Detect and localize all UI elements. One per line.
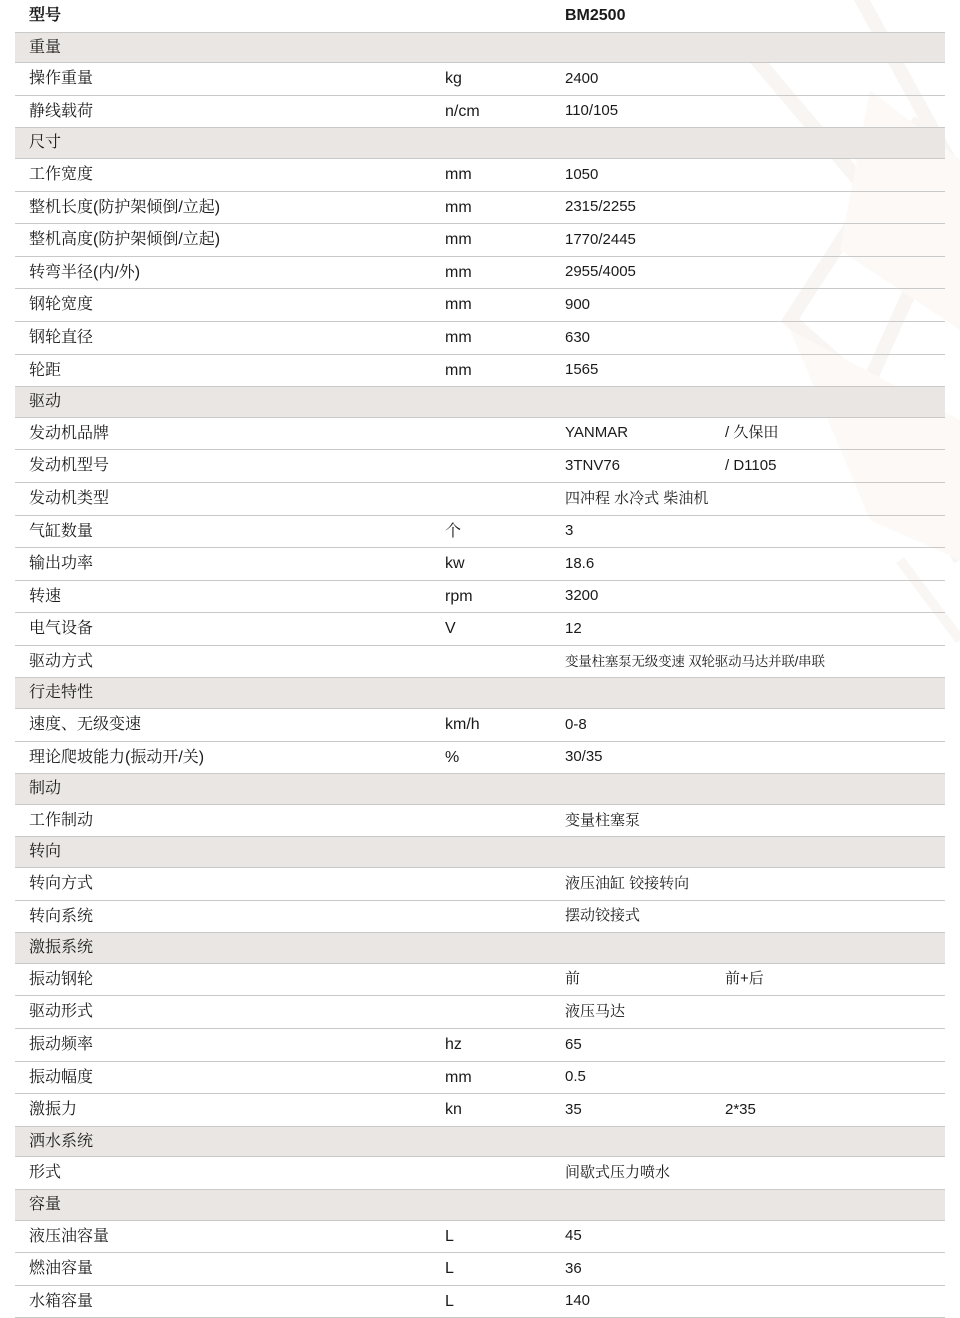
row-label: 气缸数量 [28,522,93,540]
row-value: 3 [564,522,574,540]
row-label: 水箱容量 [28,1292,93,1310]
row-unit: mm [444,296,472,314]
row-value: 3200 [564,587,599,605]
row-value: 18.6 [564,554,595,572]
row-label: 振动钢轮 [28,970,93,988]
row-label: 转速 [28,587,61,605]
row-value: 0-8 [564,715,587,733]
table-row [15,996,945,1029]
section-title: 容量 [15,1189,945,1220]
table-row [15,963,945,996]
row-label: 输出功率 [28,555,93,573]
table-row [15,321,945,354]
table-row [15,289,945,322]
row-label: 操作重量 [28,70,93,88]
row-value: 2400 [564,69,599,87]
table-row [15,613,945,646]
section-title: 激振系统 [15,933,945,964]
row-unit [435,996,555,1029]
row-label: 工作制动 [28,811,93,829]
row-value: 间歇式压力喷水 [564,1164,670,1182]
row-value: 四冲程 水冷式 柴油机 [564,489,709,507]
row-unit [435,450,555,483]
row-unit [435,963,555,996]
section-header-row [15,1126,945,1157]
row-label: 转向系统 [28,907,93,925]
table-row [15,645,945,678]
row-label: 振动频率 [28,1036,93,1053]
row-value: 摆动铰接式 [564,907,640,925]
table-row [15,741,945,774]
table-row [15,804,945,837]
table-row [15,1157,945,1190]
row-unit [435,482,555,515]
row-label: 转弯半径(内/外) [28,263,141,281]
row-value-secondary: 2*35 [724,1100,756,1118]
row-value: 65 [564,1035,582,1053]
table-row [15,709,945,742]
row-label: 理论爬坡能力(振动开/关) [28,748,205,766]
section-title: 驱动 [15,387,945,418]
table-row [15,515,945,548]
row-unit: mm [444,198,472,216]
section-title: 制动 [15,774,945,805]
section-header-row [15,32,945,63]
table-row-model [15,0,945,32]
row-value: 110/105 [564,102,619,120]
row-value: 液压马达 [564,1003,625,1021]
row-unit [435,804,555,837]
row-value: 45 [564,1227,582,1245]
table-row [15,482,945,515]
row-unit: hz [444,1036,462,1053]
row-value: 1565 [564,361,599,379]
table-row [15,354,945,387]
row-label: 驱动形式 [28,1003,93,1021]
row-unit: L [444,1260,454,1278]
row-label: 发动机型号 [28,457,109,475]
row-value: 变量柱塞泵 [564,811,640,829]
row-value: YANMAR [564,424,629,442]
row-unit: kg [444,70,462,88]
row-label: 发动机类型 [28,489,109,507]
table-row [15,1061,945,1094]
model-value: BM2500 [564,7,626,24]
section-header-row [15,387,945,418]
specification-table [15,0,945,1318]
model-label: 型号 [28,7,61,24]
row-label: 发动机品牌 [28,424,109,442]
row-value: 30/35 [564,748,603,766]
section-title: 转向 [15,837,945,868]
table-row [15,900,945,933]
section-title: 洒水系统 [15,1126,945,1157]
table-row [15,1094,945,1127]
table-row [15,868,945,901]
row-label: 燃油容量 [28,1260,93,1278]
row-unit: km/h [444,716,480,734]
row-unit: mm [444,1068,472,1086]
row-label: 电气设备 [28,620,93,638]
section-header-row [15,128,945,159]
table-row [15,95,945,128]
table-row [15,548,945,581]
row-unit: L [444,1292,454,1310]
row-unit [435,900,555,933]
row-value: 0.5 [564,1068,586,1086]
table-row [15,158,945,191]
row-value: 630 [564,328,591,346]
table-row [15,1029,945,1062]
table-row [15,224,945,257]
section-header-row [15,774,945,805]
row-value: 3TNV76 [564,456,621,474]
row-value: 前 [564,970,580,988]
row-value: 2955/4005 [564,263,636,281]
table-body [15,0,945,1318]
row-unit: L [444,1227,454,1245]
row-value: 140 [564,1292,591,1310]
row-label: 轮距 [28,361,61,379]
row-value: 1770/2445 [564,230,636,248]
row-unit: mm [444,263,472,281]
row-unit: rpm [444,587,473,605]
row-value: 900 [564,296,591,314]
row-unit [435,645,555,678]
row-value: 液压油缸 铰接转向 [564,874,690,892]
row-label: 速度、无级变速 [28,716,141,734]
section-title: 尺寸 [15,128,945,159]
row-label: 激振力 [28,1101,77,1119]
section-header-row [15,1189,945,1220]
row-unit: kw [444,555,465,573]
row-unit: mm [444,361,472,379]
row-unit: V [444,620,456,638]
table-row [15,1220,945,1253]
row-label: 静线载荷 [28,102,93,120]
row-unit: kn [444,1101,462,1119]
section-header-row [15,678,945,709]
table-row [15,63,945,96]
row-value-secondary: / 久保田 [724,424,779,442]
row-label: 整机长度(防护架倾倒/立起) [28,198,221,216]
row-label: 驱动方式 [28,652,93,670]
row-unit [435,868,555,901]
table-row [15,580,945,613]
row-label: 整机高度(防护架倾倒/立起) [28,231,221,249]
row-unit [435,417,555,450]
row-label: 振动幅度 [28,1068,93,1086]
row-unit: % [444,748,460,766]
row-value: 变量柱塞泵无级变速 双轮驱动马达并联/串联 [564,653,825,669]
table-row [15,1253,945,1286]
table-row [15,191,945,224]
row-label: 工作宽度 [28,165,93,183]
row-value-secondary: / D1105 [724,456,777,474]
model-unit [435,0,555,32]
row-label: 钢轮宽度 [28,296,93,314]
row-label: 钢轮直径 [28,328,93,346]
row-value: 35 [564,1100,582,1118]
section-header-row [15,837,945,868]
row-label: 形式 [28,1164,61,1182]
row-label: 转向方式 [28,875,93,893]
row-value: 1050 [564,165,599,183]
row-unit: n/cm [444,102,480,120]
table-row [15,450,945,483]
row-value: 36 [564,1259,582,1277]
row-value: 2315/2255 [564,198,636,216]
row-value-secondary: 前+后 [724,970,764,988]
section-title: 重量 [15,32,945,63]
section-header-row [15,933,945,964]
table-row [15,1285,945,1318]
row-label: 液压油容量 [28,1227,109,1245]
table-row [15,417,945,450]
table-row [15,256,945,289]
section-title: 行走特性 [15,678,945,709]
row-unit: mm [444,165,472,183]
row-unit: mm [444,328,472,346]
row-unit [435,1157,555,1190]
row-unit: mm [444,231,472,249]
row-value: 12 [564,619,582,637]
row-unit: 个 [444,522,461,540]
